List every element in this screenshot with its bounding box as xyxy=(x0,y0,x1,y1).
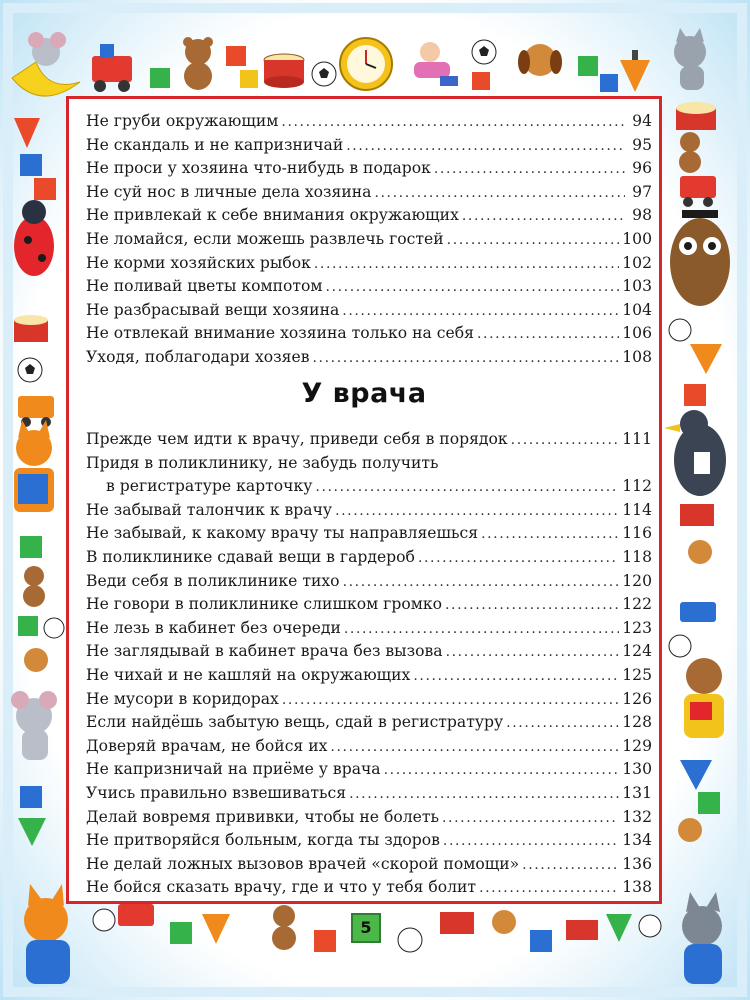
dot-leader xyxy=(442,807,619,831)
toc-entry-title: Учись правильно взвешиваться xyxy=(86,783,347,802)
toc-entry-title: Если найдёшь забытую вещь, сдай в регистратуру xyxy=(86,713,504,732)
toy-drum-icon xyxy=(264,54,304,88)
dot-leader xyxy=(342,300,619,324)
toc-entry xyxy=(86,711,652,735)
toc-entry-page: 136 xyxy=(622,854,652,873)
dot-leader xyxy=(418,547,619,571)
toc-entry-page: 124 xyxy=(622,642,652,661)
dot-leader xyxy=(506,712,619,736)
dot-leader xyxy=(445,594,619,618)
toc-entry-title: Не капризничай на приёме у врача xyxy=(86,760,381,779)
toc-entry-title: Не разбрасывай вещи хозяина xyxy=(86,300,340,319)
toc-entry-page: 97 xyxy=(632,182,652,201)
toc-entry-title: Не чихай и не кашляй на окружающих xyxy=(86,665,411,684)
toy-drum-icon xyxy=(680,504,714,526)
puppy-icon xyxy=(688,540,712,564)
toc-entry-title: Веди себя в поликлинике тихо xyxy=(86,571,340,590)
toc-entry-page: 112 xyxy=(622,477,652,496)
toc-entry xyxy=(86,829,652,853)
toc-entry-page: 129 xyxy=(622,736,652,755)
toc-entry-title: Не забывай талончик к врачу xyxy=(86,500,333,519)
toc-entry-page: 126 xyxy=(622,689,652,708)
toc-section-part2 xyxy=(86,428,652,900)
alphabet-block-icon xyxy=(698,792,720,814)
alphabet-block-icon xyxy=(314,930,336,952)
toc-entry xyxy=(86,546,652,570)
alphabet-block-icon xyxy=(530,930,552,952)
soccer-ball-icon xyxy=(93,909,115,931)
toc-entry xyxy=(86,782,652,806)
toc-entry-page: 118 xyxy=(622,547,652,566)
toc-entry-title: Доверяй врачам, не бойся их xyxy=(86,736,328,755)
toc-entry-title: Не притворяйся больным, когда ты здоров xyxy=(86,831,440,850)
toc-entry-page: 94 xyxy=(632,112,652,130)
toc-entry xyxy=(86,735,652,759)
toy-drum-icon xyxy=(676,102,716,130)
toy-train-icon xyxy=(118,904,154,926)
toc-entry-title: Не мусори в коридорах xyxy=(86,689,279,708)
toc-entry xyxy=(86,275,652,299)
dot-leader xyxy=(343,571,620,595)
dot-leader xyxy=(346,135,625,159)
puppy-icon xyxy=(24,648,48,672)
toc-entry-title: Не бойся сказать врачу, где и что у тебя болит xyxy=(86,878,477,897)
dot-leader xyxy=(374,182,625,206)
toc-entry-page: 114 xyxy=(622,500,652,519)
dot-leader xyxy=(434,158,625,182)
soccer-ball-icon xyxy=(44,618,64,638)
bear-with-gift-icon xyxy=(684,658,724,738)
toc-entry-page: 104 xyxy=(622,300,652,319)
dot-leader xyxy=(447,229,620,253)
dot-leader xyxy=(462,205,625,229)
dot-leader xyxy=(330,736,619,760)
dot-leader xyxy=(443,830,619,854)
toc-entry xyxy=(86,853,652,877)
toc-entry-page: 100 xyxy=(622,229,652,248)
toc-entry xyxy=(86,110,652,134)
toc-entry-page: 138 xyxy=(622,878,652,897)
toc-entry xyxy=(86,806,652,830)
toc-entry-title-continuation: в регистратуре карточку xyxy=(106,477,313,496)
alarm-clock-icon xyxy=(340,38,392,90)
soccer-ball-icon xyxy=(312,62,336,86)
toc-entry-title: Уходя, поблагодари хозяев xyxy=(86,347,310,366)
dot-leader xyxy=(384,759,620,783)
toc-entry-page: 116 xyxy=(622,524,652,543)
soccer-ball-icon xyxy=(18,358,42,382)
toc-entry xyxy=(86,664,652,688)
toc-entry-title: Не заглядывай в кабинет врача без вызова xyxy=(86,642,443,661)
toc-entry-page: 122 xyxy=(622,595,652,614)
toc-entry-title: Не делай ложных вызовов врачей «скорой помощи» xyxy=(86,854,520,873)
dot-leader xyxy=(344,618,619,642)
toc-entry-title: Не проси у хозяина что-нибудь в подарок xyxy=(86,159,431,178)
alphabet-block-icon xyxy=(472,72,490,90)
toc-entry-title: Не ломайся, если можешь развлечь гостей xyxy=(86,229,444,248)
toc-entry xyxy=(86,157,652,181)
toc-entry xyxy=(86,758,652,782)
alphabet-block-icon xyxy=(684,384,706,406)
toc-entry xyxy=(86,593,652,617)
toc-entry-title: Не скандаль и не капризничай xyxy=(86,135,344,154)
dot-leader xyxy=(335,500,619,524)
toc-entry-title: Не поливай цветы компотом xyxy=(86,277,323,296)
dot-leader xyxy=(349,783,619,807)
toc-entry-page: 96 xyxy=(632,159,652,178)
toc-entry-title: Не отвлекай внимание хозяина только на себя xyxy=(86,324,474,343)
toc-entry-title: Не забывай, к какому врачу ты направляешься xyxy=(86,524,479,543)
page-number: 5 xyxy=(351,913,381,943)
dot-leader xyxy=(522,854,619,878)
toc-entry xyxy=(86,617,652,641)
dot-leader xyxy=(281,111,625,135)
dot-leader xyxy=(282,689,619,713)
soccer-ball-icon xyxy=(639,915,661,937)
toy-drum-icon xyxy=(14,315,48,342)
toc-entry-title: Придя в поликлинику, не забудь получить xyxy=(86,453,439,472)
toc-entry xyxy=(86,228,652,252)
toc-entry-page: 120 xyxy=(622,571,652,590)
toc-entry-title: Прежде чем идти к врачу, приведи себя в порядок xyxy=(86,430,508,448)
toc-entry xyxy=(86,134,652,158)
alphabet-block-icon xyxy=(150,68,170,88)
dot-leader xyxy=(314,253,619,277)
toc-entry xyxy=(86,688,652,712)
alphabet-block-icon xyxy=(18,616,38,636)
puppy-icon xyxy=(492,910,516,934)
dot-leader xyxy=(326,276,620,300)
toc-entry-page: 111 xyxy=(622,430,652,448)
toc-entry-page: 132 xyxy=(622,807,652,826)
toc-entry xyxy=(86,640,652,664)
toc-entry xyxy=(86,181,652,205)
dot-leader xyxy=(315,476,619,500)
toc-entry xyxy=(86,475,652,499)
toc-entry-page: 123 xyxy=(622,618,652,637)
alphabet-block-icon xyxy=(20,786,42,808)
section-heading: У врача xyxy=(301,378,427,409)
toc-entry xyxy=(86,322,652,346)
toc-entry-title: Не лезь в кабинет без очереди xyxy=(86,618,341,637)
toc-entry xyxy=(86,204,652,228)
toc-entry-title: Не суй нос в личные дела хозяина xyxy=(86,182,372,201)
alphabet-block-icon xyxy=(20,536,42,558)
toc-entry-title: Не говори в поликлинике слишком громко xyxy=(86,595,442,614)
toc-entry-page: 108 xyxy=(622,347,652,366)
toc-entry-title: Не груби окружающим xyxy=(86,112,279,130)
alphabet-block-icon xyxy=(170,922,192,944)
toc-entry xyxy=(86,522,652,546)
toc-entry xyxy=(86,876,652,900)
toc-entry-title: В поликлинике сдавай вещи в гардероб xyxy=(86,547,415,566)
dot-leader xyxy=(477,323,619,347)
toc-entry-page: 103 xyxy=(622,277,652,296)
toc-entry-page: 95 xyxy=(632,135,652,154)
dot-leader xyxy=(481,523,619,547)
dot-leader xyxy=(313,347,620,371)
dot-leader xyxy=(511,429,620,453)
toc-entry xyxy=(86,499,652,523)
toc-entry-page: 128 xyxy=(622,713,652,732)
toc-entry xyxy=(86,346,652,370)
toc-entry-title: Делай вовремя прививки, чтобы не болеть xyxy=(86,807,439,826)
toc-entry xyxy=(86,428,652,452)
toc-entry-page: 130 xyxy=(622,760,652,779)
puppy-icon xyxy=(678,818,702,842)
toc-entry-page: 98 xyxy=(632,206,652,225)
toc-entry-page: 125 xyxy=(622,665,652,684)
toy-train-icon xyxy=(680,602,716,622)
soccer-ball-icon xyxy=(472,40,496,64)
toc-section-part1 xyxy=(86,110,652,370)
toc-entry xyxy=(86,299,652,323)
toy-drum-icon xyxy=(440,912,474,934)
toc-entry-title: Не привлекай к себе внимания окружающих xyxy=(86,206,459,225)
dot-leader xyxy=(413,665,619,689)
toc-entry xyxy=(86,252,652,276)
dot-leader xyxy=(446,641,620,665)
soccer-ball-icon xyxy=(398,928,422,952)
soccer-ball-icon xyxy=(669,319,691,341)
toc-entry-page: 106 xyxy=(622,324,652,343)
soccer-ball-icon xyxy=(669,635,691,657)
toc-entry-page: 134 xyxy=(622,831,652,850)
toy-drum-icon xyxy=(566,920,598,940)
toc-entry-title: Не корми хозяйских рыбок xyxy=(86,253,311,272)
toc-entry-page: 102 xyxy=(622,253,652,272)
toc-entry xyxy=(86,570,652,594)
dot-leader xyxy=(479,877,619,901)
toc-entry-page: 131 xyxy=(622,783,652,802)
